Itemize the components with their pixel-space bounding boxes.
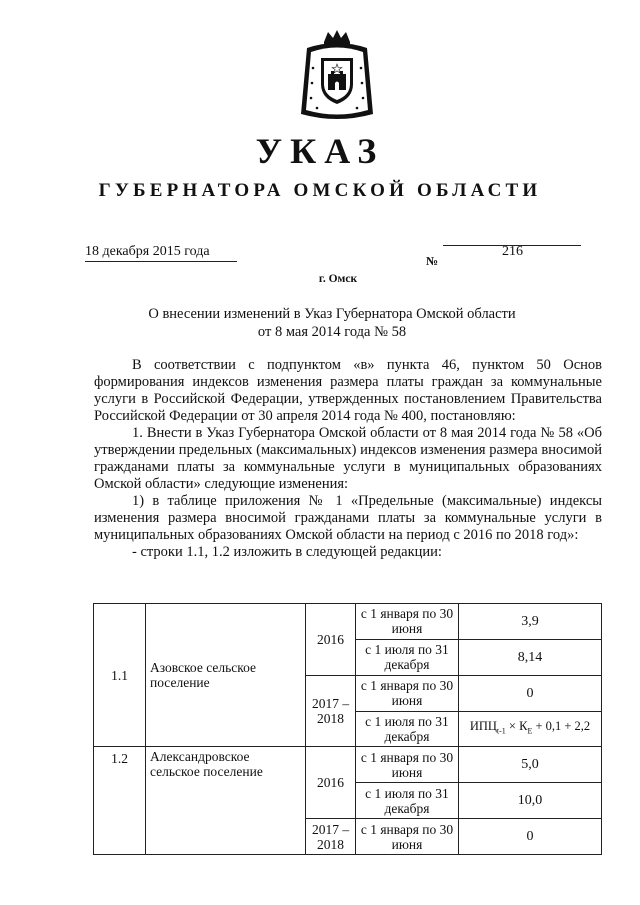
period-cell: с 1 января по 30 июня — [356, 747, 459, 783]
period-cell: с 1 января по 30 июня — [356, 604, 459, 640]
period-cell: с 1 июля по 31 декабря — [356, 639, 459, 675]
year-cell: 2016 — [306, 604, 356, 676]
decree-number: 216 — [502, 244, 523, 259]
index-value: 5,0 — [459, 747, 602, 783]
paragraph-subitem-1: 1) в таблице приложения № 1 «Предельные (максимальные) индексы изменения размера вносимой гражданами платы за коммунальные услуги в муниципальных образованиях Омской области на период с 2016 по 2018 год»: — [94, 493, 602, 543]
paragraph-preamble: В соответствии с подпунктом «в» пункта 46, пунктом 50 Основ формирования индексов изменения размера платы граждан за коммунальные услуги в Российской Федерации, утвержденных постановлением Правительства Российской Федерации от 30 апреля 2014 года № 400, постановляю: — [94, 357, 602, 424]
decree-number-line — [443, 244, 581, 259]
paragraph-item-1: 1. Внести в Указ Губернатора Омской области от 8 мая 2014 года № 58 «Об утверждении предельных (максимальных) индексов изменения размера вносимой гражданами платы за коммунальные услуги в муниципальных образованиях Омской области» следующие изменения: — [94, 425, 602, 492]
heading-line-2: от 8 мая 2014 года № 58 — [257, 324, 407, 340]
index-formula — [459, 711, 602, 747]
decree-heading — [100, 305, 564, 341]
heading-line-1: О внесении изменений в Указ Губернатора Омской области — [148, 306, 516, 322]
index-value: 3,9 — [459, 604, 602, 640]
index-value: 0 — [459, 819, 602, 855]
decree-title: УКАЗ — [255, 131, 385, 171]
formula-tail: + 0,1 + 2,2 — [535, 719, 591, 734]
table-row — [94, 604, 602, 640]
decree-subtitle: ГУБЕРНАТОРА ОМСКОЙ ОБЛАСТИ — [98, 180, 542, 201]
year-cell: 2016 — [306, 747, 356, 819]
year-cell: 2017 – 2018 — [306, 675, 356, 747]
period-cell: с 1 января по 30 июня — [356, 819, 459, 855]
index-value: 8,14 — [459, 639, 602, 675]
formula — [469, 719, 591, 736]
decree-date: 18 декабря 2015 года — [85, 244, 237, 262]
index-value: 0 — [459, 675, 602, 711]
period-cell: с 1 июля по 31 декабря — [356, 711, 459, 747]
period-cell: с 1 января по 30 июня — [356, 675, 459, 711]
formula-k-sub: E — [527, 726, 533, 736]
settlement-name: Александровское сельское поселение — [146, 747, 306, 855]
paragraph-rows: - строки 1.1, 1.2 изложить в следующей редакции: — [132, 544, 442, 560]
city: г. Омск — [318, 273, 358, 285]
index-value: 10,0 — [459, 783, 602, 819]
formula-main: ИПЦ — [469, 719, 497, 734]
coat-of-arms-icon — [297, 28, 377, 124]
period-cell: с 1 июля по 31 декабря — [356, 783, 459, 819]
indices-table — [93, 603, 602, 855]
row-number: 1.2 — [94, 747, 146, 855]
row-number: 1.1 — [94, 604, 146, 747]
settlement-name: Азовское сельское поселение — [146, 604, 306, 747]
number-label: № — [426, 254, 439, 268]
year-cell: 2017 – 2018 — [306, 819, 356, 855]
formula-sub: t-1 — [496, 726, 506, 736]
formula-times: × К — [508, 719, 528, 734]
decree-body — [94, 357, 602, 561]
table-row — [94, 747, 602, 783]
